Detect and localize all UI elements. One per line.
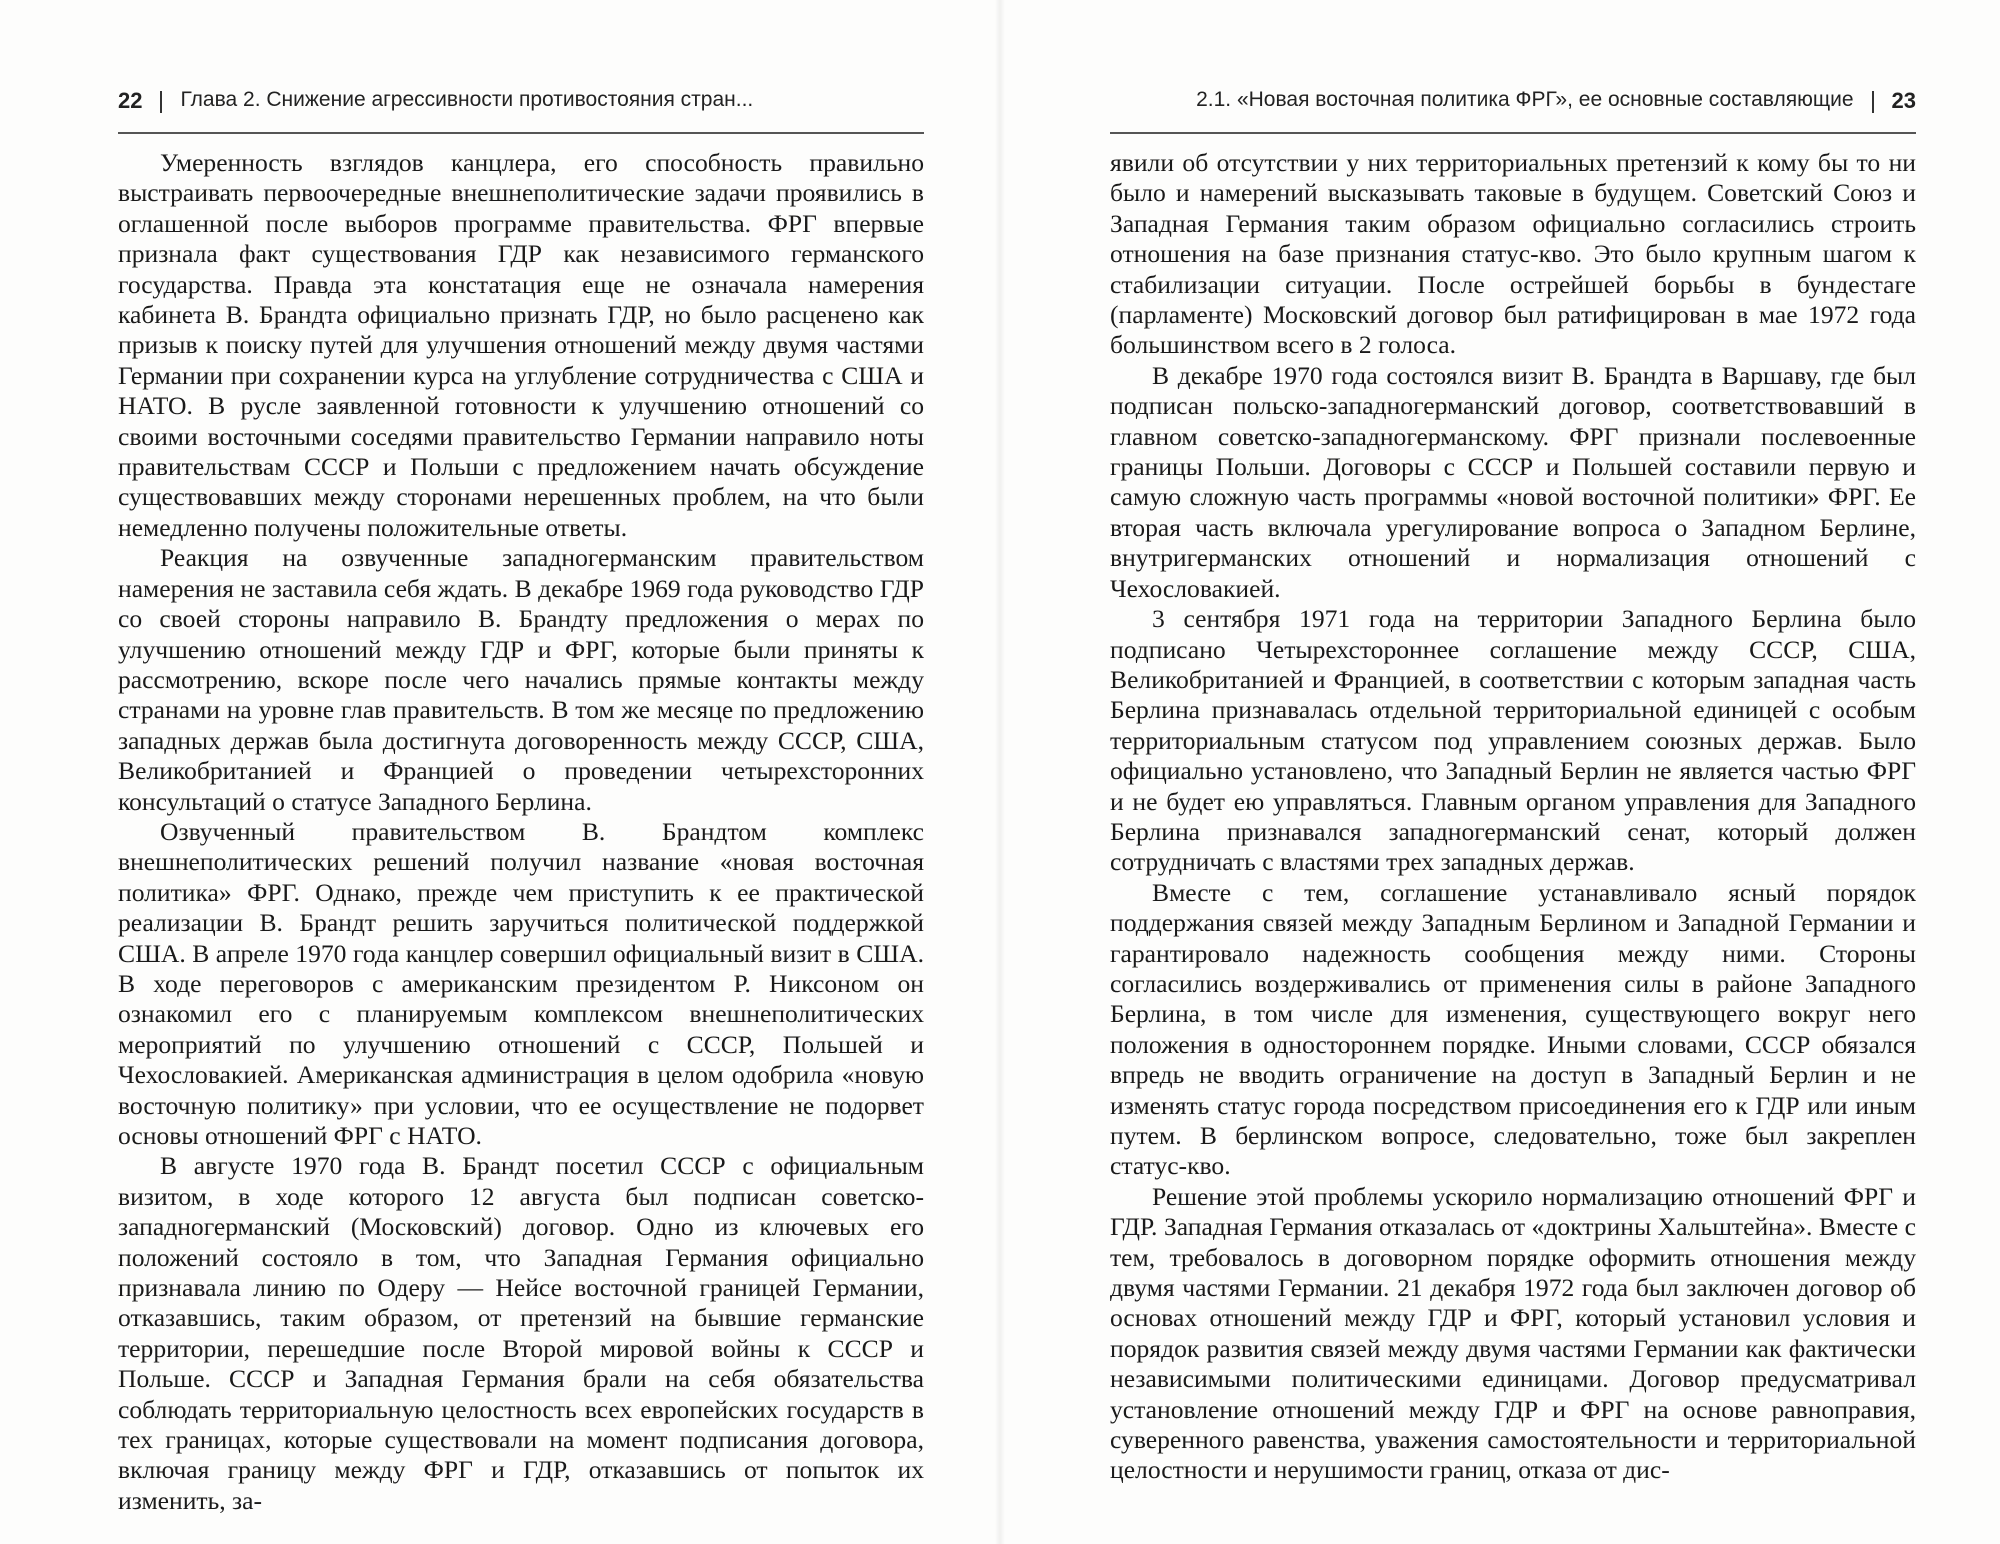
right-body-text: [1110, 148, 1916, 1486]
paragraph: 3 сентября 1971 года на территории Западного Берлина было подписано Четырехстороннее соглашение между СССР, США, Великобританией и Францией, в соответствии с которым западная часть Берлина признавалась отдельной территориальной единицей с особым территориальным статусом под управлением союзных держав. Было официально установлено, что Западный Берлин не является частью ФРГ и не будет ею управляться. Главным органом управления для Западного Берлина признавался западногерманский сенат, который должен сотрудничать с властями трех западных держав.: [1110, 604, 1916, 877]
paragraph: В августе 1970 года В. Брандт посетил СССР с официальным визитом, в ходе которого 12 августа был подписан советско-западногерманский (Московский) договор. Одно из ключевых его положений состояло в том, что Западная Германия официально признавала линию по Одеру — Нейсе восточной границей Германии, отказавшись, таким образом, от претензий на бывшие германские территории, перешедшие после Второй мировой войны к СССР и Польше. СССР и Западная Германия брали на себя обязательства соблюдать территориальную целостность всех европейских государств в тех границах, которые существовали на момент подписания договора, включая границу между ФРГ и ГДР, отказавшись от попыток их изменить, за-: [118, 1151, 924, 1515]
paragraph: Решение этой проблемы ускорило нормализацию отношений ФРГ и ГДР. Западная Германия отказалась от «доктрины Хальштейна». Вместе с тем, требовалось в договорном порядке оформить отношения между двумя частями Германии. 21 декабря 1972 года был заключен договор об основах отношений между ГДР и ФРГ, который установил условия и порядок развития связей между двумя частями Германии как фактически независимыми политическими единицами. Договор предусматривал установление отношений между ГДР и ФРГ на основе равноправия, суверенного равенства, уважения самостоятельности и территориальной целостности и нерушимости границ, отказа от дис-: [1110, 1181, 1916, 1485]
paragraph: В декабре 1970 года состоялся визит В. Брандта в Варшаву, где был подписан польско-западногерманский договор, соответствовавший в главном советско-западногерманскому. ФРГ признали послевоенные границы Польши. Договоры с СССР и Польшей составили первую и самую сложную часть программы «новой восточной политики» ФРГ. Ее вторая часть включала урегулирование вопроса о Западном Берлине, внутригерманских отношений и нормализация отношений с Чехословакией.: [1110, 360, 1916, 603]
left-body-text: [118, 148, 924, 1516]
paragraph: Реакция на озвученные западногерманским правительством намерения не заставила себя ждать. В декабре 1969 года руководство ГДР со своей стороны направило В. Брандту предложения о мерах по улучшению отношений между ГДР и ФРГ, которые были приняты к рассмотрению, вскоре после чего начались прямые контакты между странами на уровне глав правительств. В том же месяце по предложению западных держав была достигнута договоренность между СССР, США, Великобританией и Францией о проведении четырехсторонних консультаций о статусе Западного Берлина.: [118, 543, 924, 816]
right-running-head: [1110, 88, 1916, 134]
paragraph: Умеренность взглядов канцлера, его способность правильно выстраивать первоочередные внешнеполитические задачи проявились в оглашенной после выборов программе правительства. ФРГ впервые признала факт существования ГДР как независимого германского государства. Правда эта констатация еще не означала намерения кабинета В. Брандта официально признать ГДР, но было расценено как призыв к поиску путей для улучшения отношений между двумя частями Германии при сохранении курса на углубление сотрудничества с США и НАТО. В русле заявленной готовности к улучшению отношений со своими восточными соседями правительство Германии направило ноты правительствам СССР и Польши с предложением начать обсуждение существовавших между сторонами нерешенных проблем, на что были немедленно получены положительные ответы.: [118, 148, 924, 542]
right-page: [1110, 88, 1916, 1486]
left-running-head: [118, 88, 924, 134]
right-page-number: 23: [1891, 88, 1916, 113]
left-page-number: 22: [118, 88, 143, 113]
left-running-head-title: Глава 2. Снижение агрессивности противостояния стран...: [180, 88, 754, 111]
paragraph-continuation: явили об отсутствии у них территориальных претензий к кому бы то ни было и намерений высказывать таковые в будущем. Советский Союз и Западная Германия таким образом официально согласились строить отношения на базе признания статус-кво. Это было крупным шагом к стабилизации ситуации. После острейшей борьбы в бундестаге (парламенте) Московский договор был ратифицирован в мае 1972 года большинством всего в 2 голоса.: [1110, 148, 1916, 360]
paragraph: Вместе с тем, соглашение устанавливало ясный порядок поддержания связей между Западным Берлином и Западной Германии и гарантировало надежность сообщения между ними. Стороны согласились воздерживались от применения силы в районе Западного Берлина, в том числе для изменения, существующего вокруг него положения в одностороннем порядке. Иными словами, СССР обязался впредь не вводить ограничение на доступ в Западный Берлин и не изменять статус города посредством присоединения его к ГДР или иным путем. В берлинском вопросе, следовательно, тоже был закреплен статус-кво.: [1110, 877, 1916, 1181]
running-head-divider: [1872, 91, 1874, 113]
running-head-divider: [160, 91, 162, 113]
right-running-head-title: 2.1. «Новая восточная политика ФРГ», ее основные составляющие: [1196, 88, 1854, 111]
paragraph: Озвученный правительством В. Брандтом комплекс внешнеполитических решений получил название «новая восточная политика» ФРГ. Однако, прежде чем приступить к ее практической реализации В. Брандт решить заручиться политической поддержкой США. В апреле 1970 года канцлер совершил официальный визит в США. В ходе переговоров с американским президентом Р. Никсоном он ознакомил его с планируемым комплексом внешнеполитических мероприятий по улучшению отношений с СССР, Польшей и Чехословакией. Американская администрация в целом одобрила «новую восточную политику» при условии, что ее осуществление не подорвет основы отношений ФРГ с НАТО.: [118, 816, 924, 1150]
book-gutter: [995, 0, 1005, 1544]
left-page: [118, 88, 924, 1516]
